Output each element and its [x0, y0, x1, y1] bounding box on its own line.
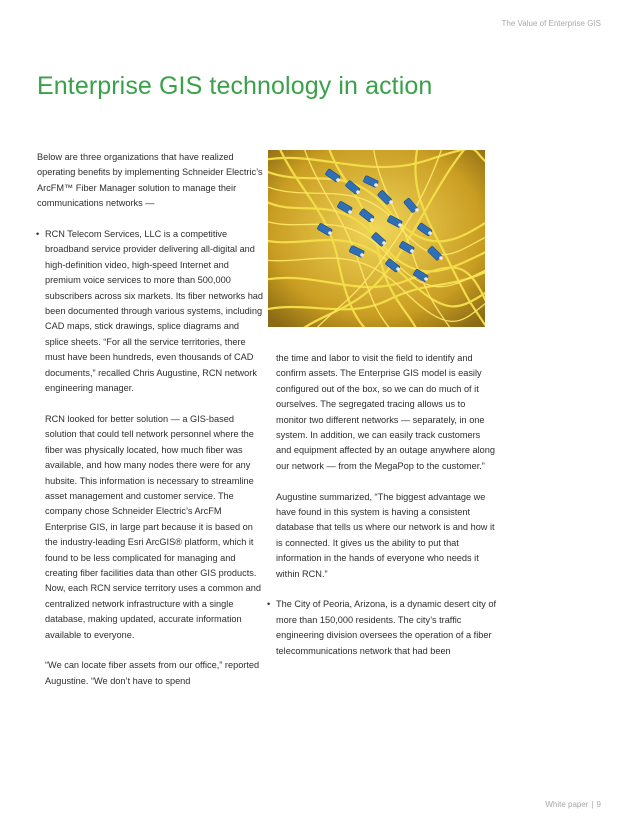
rcn-solution-paragraph: RCN looked for better solution — a GIS-based solution that could tell network personnel where the fiber was physically located, how much fiber was available, and how many nodes there were for any hubsite. This information is necessary to streamline asset management and customer service. The company chose Schneider Electric’s ArcFM Enterprise GIS, in large part because it is based on the industry-leading Esri ArcGIS® platform, which it found to be less complicated for managing and creating fiber facilities data than other GIS products. Now, each RCN service territory uses a common and centralized network infrastructure with a single database, making updated, accurate information available to everyone. — [45, 413, 261, 640]
page-title: Enterprise GIS technology in action — [37, 72, 433, 100]
augustine-summary-paragraph: Augustine summarized, “The biggest advantage we have found in this system is having a consistent database that tells us where our network is and how it is connected. It gives us the ability to put that information in the hands of everyone who needs it within RCN.” — [276, 491, 495, 579]
intro-paragraph: Below are three organizations that have realized operating benefits by implementing Schneider Electric’s ArcFM™ Fiber Manager solution to manage their communications networks — — [37, 152, 263, 209]
page-footer — [545, 800, 601, 809]
running-header: The Value of Enterprise GIS — [501, 19, 601, 28]
rcn-quote-paragraph: “We can locate fiber assets from our office,” reported Augustine. “We don’t have to spend — [45, 660, 260, 686]
rcn-quote-continued: the time and labor to visit the field to identify and confirm assets. The Enterprise GIS model is easily configured out of the box, so we can do much of it ourselves. The segregated tracing allows us to monitor two different networks — separately, in one system. In addition, we can easily track customers and equipment affected by an outage anywhere along our network — from the MegaPop to the customer.” — [276, 353, 495, 471]
right-column — [267, 351, 498, 659]
page-number: 9 — [596, 800, 601, 809]
footer-label: White paper — [545, 800, 589, 809]
bullet-rcn-text: RCN Telecom Services, LLC is a competitive broadband service provider delivering all-digital and high-definition video, high-speed Internet and premium voice services to more than 500,000 subscribers across six markets. Its fiber networks had been documented through various systems, including CAD maps, stick drawings, splice diagrams and splice sheets. “For all the service territories, there must have been hundreds, even thousands of CAD documents,” recalled Chris Augustine, RCN network engineering manager. — [45, 229, 264, 394]
bullet-rcn — [37, 227, 265, 396]
bullet-icon: • — [36, 229, 40, 240]
footer-separator: | — [591, 800, 594, 809]
bullet-peoria-text: The City of Peoria, Arizona, is a dynamic desert city of more than 150,000 residents. The city’s traffic engineering division oversees the operation of a fiber telecommunications network that had been — [276, 599, 497, 656]
bullet-icon: • — [267, 599, 271, 610]
left-column — [37, 150, 265, 689]
fiber-cables-photo — [268, 150, 485, 327]
bullet-peoria — [268, 597, 498, 659]
